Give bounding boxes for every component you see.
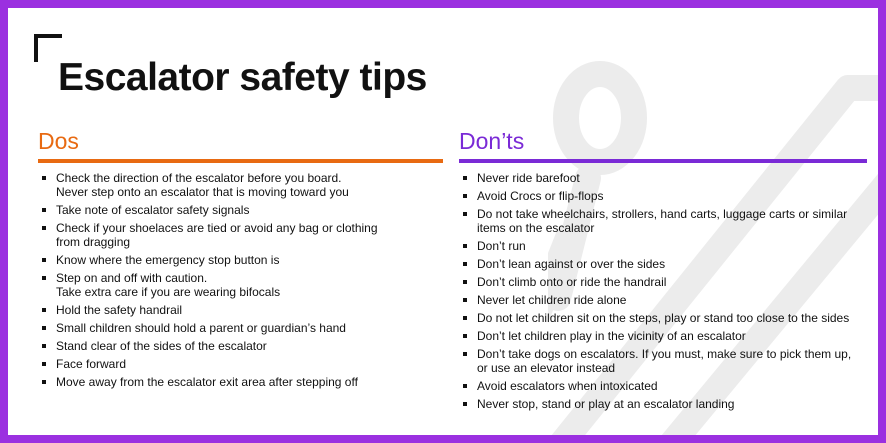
list-item: Check the direction of the escalator before you board. Never step onto an escalator that is moving toward you xyxy=(38,171,443,199)
list-item: Never stop, stand or play at an escalator landing xyxy=(459,397,867,411)
list-item: Don’t run xyxy=(459,239,867,253)
page-title: Escalator safety tips xyxy=(58,56,427,99)
list-item: Know where the emergency stop button is xyxy=(38,253,443,267)
list-item: Step on and off with caution. Take extra care if you are wearing bifocals xyxy=(38,271,443,299)
list-item: Don’t lean against or over the sides xyxy=(459,257,867,271)
donts-heading: Don’ts xyxy=(459,126,867,163)
list-item: Take note of escalator safety signals xyxy=(38,203,443,217)
list-item: Stand clear of the sides of the escalator xyxy=(38,339,443,353)
list-item: Do not let children sit on the steps, play or stand too close to the sides xyxy=(459,311,867,325)
list-item: Move away from the escalator exit area after stepping off xyxy=(38,375,443,389)
list-item: Avoid escalators when intoxicated xyxy=(459,379,867,393)
list-item: Hold the safety handrail xyxy=(38,303,443,317)
list-item: Do not take wheelchairs, strollers, hand carts, luggage carts or similar items on the escalator xyxy=(459,207,867,235)
list-item: Never let children ride alone xyxy=(459,293,867,307)
list-item: Never ride barefoot xyxy=(459,171,867,185)
list-item: Avoid Crocs or flip-flops xyxy=(459,189,867,203)
dos-column xyxy=(38,126,443,393)
dos-heading: Dos xyxy=(38,126,443,163)
donts-column xyxy=(459,126,867,415)
donts-list xyxy=(459,171,867,411)
list-item: Face forward xyxy=(38,357,443,371)
dos-list xyxy=(38,171,443,389)
list-item: Small children should hold a parent or guardian’s hand xyxy=(38,321,443,335)
list-item: Don’t climb onto or ride the handrail xyxy=(459,275,867,289)
list-item: Don’t take dogs on escalators. If you must, make sure to pick them up, or use an elevator instead xyxy=(459,347,867,375)
list-item: Don’t let children play in the vicinity of an escalator xyxy=(459,329,867,343)
list-item: Check if your shoelaces are tied or avoid any bag or clothing from dragging xyxy=(38,221,443,249)
